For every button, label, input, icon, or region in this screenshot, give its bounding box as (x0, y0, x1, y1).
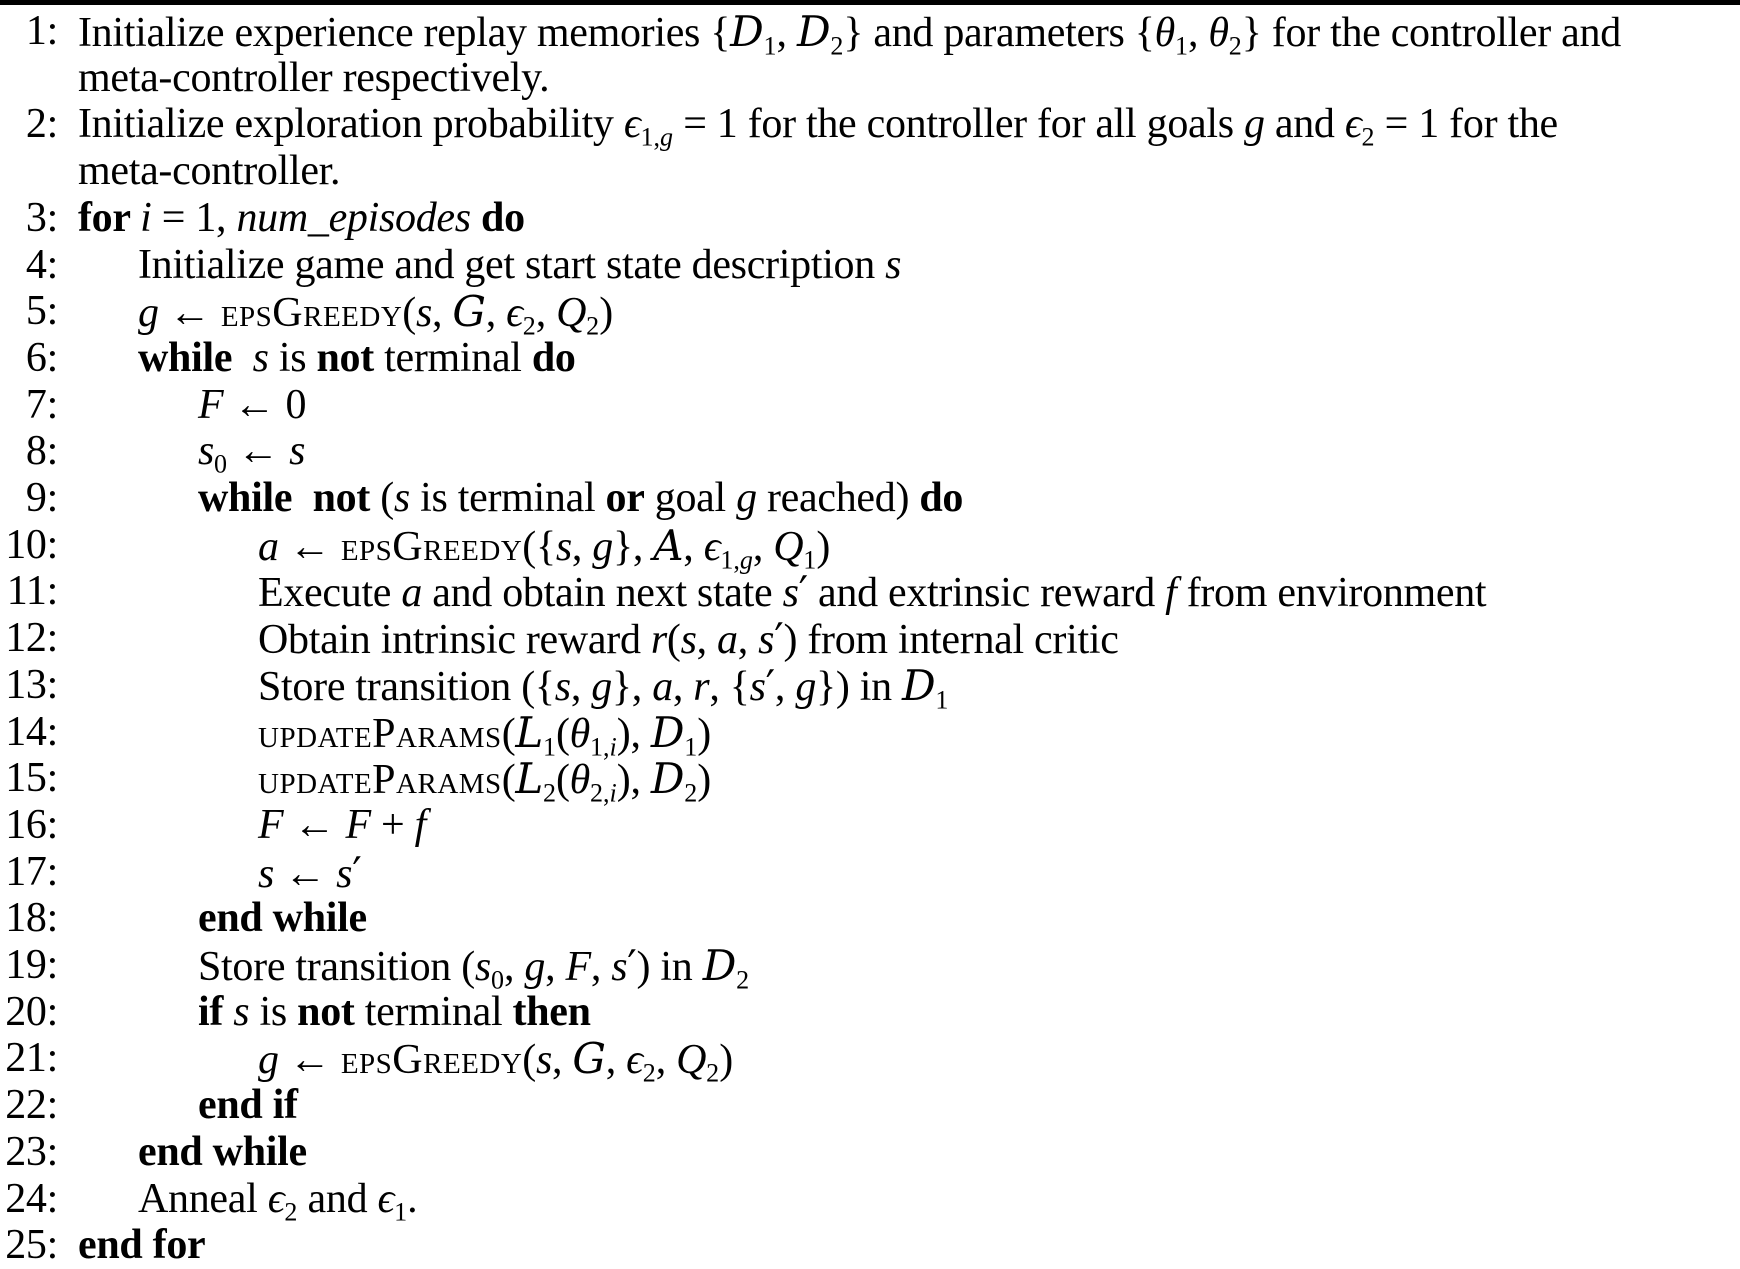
line-content: Execute a and obtain next state s′ and extrinsic reward f from environment (258, 568, 1486, 617)
line-number: 15: (0, 755, 58, 802)
line-number: 25: (0, 1222, 58, 1269)
line-content: F ← 0 (198, 382, 306, 429)
line-content: end if (198, 1082, 298, 1129)
line-number: 9: (0, 475, 58, 522)
line-number: 14: (0, 709, 58, 756)
line-number: 20: (0, 989, 58, 1036)
algorithm-line (0, 1222, 1740, 1269)
line-content: Initialize experience replay memories {$D_1$, $D_2$} and parameters {$\theta_1$, $\theta_2$} for the controller and (78, 8, 1621, 69)
algorithm-line (0, 522, 1740, 569)
line-number: 13: (0, 662, 58, 709)
line-content: $s_0$ ← s (198, 428, 305, 487)
line-content: end while (198, 895, 367, 942)
line-content: meta-controller. (78, 148, 340, 195)
line-content: Obtain intrinsic reward r(s, a, s′) from internal critic (258, 615, 1119, 664)
line-number: 17: (0, 849, 58, 896)
line-number: 22: (0, 1082, 58, 1129)
line-content: Store transition ($s_0$, g, F, s′) in $D_2$ (198, 942, 749, 1003)
algorithm-line (0, 802, 1740, 849)
algorithm-line (0, 8, 1740, 55)
line-content: $updateParams(L_1(\theta_{1,}i)$, $D_1$) (258, 709, 711, 770)
line-content: g ← epsGreedy(s, G, $\epsilon_2$, $Q_2$) (138, 288, 613, 349)
algorithm-line (0, 895, 1740, 942)
line-content: g ← epsGreedy(s, G, $\epsilon_2$, $Q_2$) (258, 1035, 733, 1096)
line-content: Store transition ({s, g}, a, r, {s′, g}) in $D_1$ (258, 662, 948, 723)
line-content: Initialize game and get start state description s (138, 242, 901, 289)
line-content: while s is not terminal do (138, 335, 576, 382)
line-content: Initialize exploration probability $\epsilon_{1,}g = 1$ for the controller for all goals g and $\epsilon_2 = 1$ for the (78, 101, 1558, 160)
algorithm-line (0, 1035, 1740, 1082)
algorithm-line (0, 709, 1740, 756)
line-number: 23: (0, 1129, 58, 1176)
line-number: 18: (0, 895, 58, 942)
line-content: meta-controller respectively. (78, 55, 549, 102)
line-content: a ← epsGreedy({s, g}, A, $\epsilon_{1,}g$, $Q_1$) (258, 522, 830, 583)
line-number: 10: (0, 522, 58, 569)
algorithm-line (0, 148, 1740, 195)
line-number: 12: (0, 615, 58, 662)
line-content: s ← s′ (258, 849, 361, 898)
line-content: while not (s is terminal or goal g reached) do (198, 475, 963, 522)
algorithm-line (0, 195, 1740, 242)
algorithm-line (0, 382, 1740, 429)
line-content: end while (138, 1129, 307, 1176)
algorithm-line (0, 428, 1740, 475)
line-content: if s is not terminal then (198, 989, 591, 1036)
line-content: F ← F + f (258, 802, 426, 849)
algorithm-line (0, 942, 1740, 989)
algorithm-line (0, 1082, 1740, 1129)
algorithm-line (0, 849, 1740, 896)
algorithm-line (0, 475, 1740, 522)
line-content: end for (78, 1222, 205, 1269)
algorithm-line (0, 335, 1740, 382)
line-content: $updateParams(L_2(\theta_{2,}i)$, $D_2$) (258, 755, 711, 816)
algorithm-line (0, 242, 1740, 289)
line-content: Anneal $\epsilon_2$ and $\epsilon_1$. (138, 1176, 417, 1235)
line-number: 5: (0, 288, 58, 335)
algorithm-line (0, 55, 1740, 102)
line-number: 6: (0, 335, 58, 382)
algorithm-line (0, 1129, 1740, 1176)
algorithm-line (0, 755, 1740, 802)
line-number: 1: (0, 8, 58, 55)
line-number: 16: (0, 802, 58, 849)
algorithm-line (0, 989, 1740, 1036)
algorithm-line (0, 615, 1740, 662)
line-content: for i = 1, num_episodes do (78, 195, 525, 242)
top-rule (0, 0, 1740, 5)
algorithm-line (0, 662, 1740, 709)
line-number: 8: (0, 428, 58, 475)
line-number: 11: (0, 568, 58, 615)
algorithm-line (0, 101, 1740, 148)
algorithm-line (0, 568, 1740, 615)
line-number: 4: (0, 242, 58, 289)
line-number: 24: (0, 1176, 58, 1223)
line-number: 7: (0, 382, 58, 429)
algorithm-line (0, 288, 1740, 335)
algorithm-line (0, 1176, 1740, 1223)
line-number: 21: (0, 1035, 58, 1082)
line-number: 19: (0, 942, 58, 989)
line-number: 3: (0, 195, 58, 242)
line-number: 2: (0, 101, 58, 148)
